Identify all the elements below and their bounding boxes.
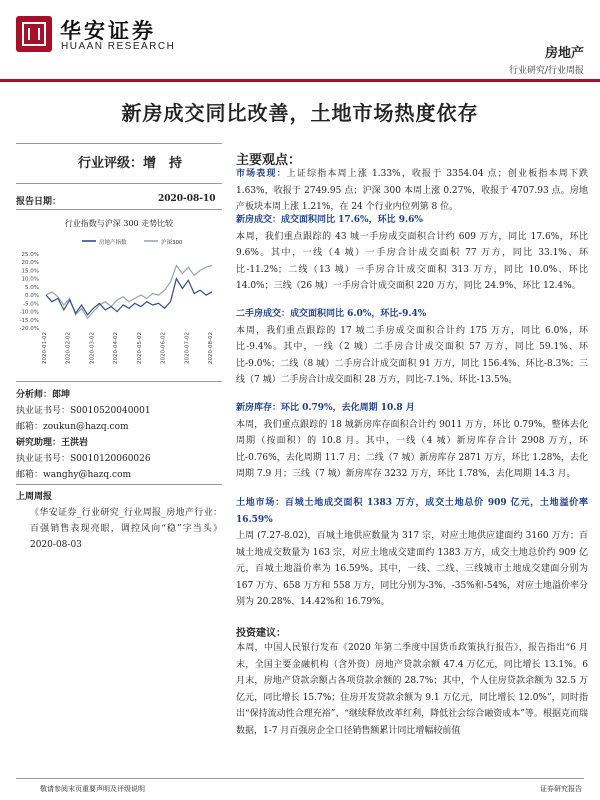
x-tick-label: 2020-07-02 <box>184 332 191 364</box>
investment-heading: 投资建议： <box>236 628 286 639</box>
section-new-home <box>236 212 588 295</box>
logo-chinese: 华安证券 <box>60 18 156 43</box>
index-chart <box>16 234 226 372</box>
report-date-value: 2020-08-10 <box>158 194 216 204</box>
assistant <box>16 435 88 448</box>
report-type: 行业研究/行业周报 <box>508 66 584 76</box>
logo-seal-icon <box>16 16 52 52</box>
section-body: 本周，我们重点跟踪的 43 城一手房成交面积合计约 609 万方，同比 17.6%，环比 9.6%。其中，一线（4 城）一手房合计成交面积 77 万方，同比 33.1%、环比-11.2%；二线（13 城）一手房合计成交面积 313 万方，同比 10.0%、环比 14.0%；三线（26 城）一手房合计成交面积 220 万方，同比 24.9%、环比 12.4%。 <box>236 231 588 291</box>
x-tick-label: 2020-06-02 <box>160 332 167 364</box>
sector-label: 房地产 <box>544 46 584 61</box>
section-head: 二手房成交：成交面积同比 6.0%，环比-9.4% <box>236 309 427 319</box>
rule <box>16 209 222 210</box>
y-tick-label: 20.0% <box>21 260 39 267</box>
analyst-email[interactable]: 邮箱：zoukun@hazq.com <box>16 422 129 432</box>
section-head: 新房库存：环比 0.79%，去化周期 10.8 月 <box>236 403 415 413</box>
rule <box>16 143 222 144</box>
section-body: 上周 (7.27-8.02)，百城土地供应数量为 317 宗，对应土地供应建面约 3160 万方；百城土地成交数量为 163 宗，对应土地成交建面约 1383 万方，成交土地总价约 909 亿元，百城土地溢价率为 16.59%。其中，一线、二线、三线城市土地成交建面分别为 167 万方、658 万方和 558 万方，同比分别为-3%、-35%和-54%，对应土地溢价率分别为 20.28%、14.42%和 16.79%。 <box>236 531 588 607</box>
section-market <box>236 166 588 216</box>
last-week-report[interactable]: 《华安证券_行业研究_行业周报_房地产行业：百强销售表现亮眼，调控风向“稳”字当头》2020-08-03 <box>30 508 222 550</box>
y-tick-label: -10.0% <box>19 309 39 316</box>
investment-body: 本周，中国人民银行发布《2020 年第二季度中国货币政策执行报告》，报告指出“6 月末，全国主要金融机构（含外资）房地产贷款余额 47.4 万亿元，同比增长 13.1%。6 月末，房地产贷款余额占各项贷款余额的 28.7%；其中，个人住房贷款余额为 32.5 万亿元，同比增长 15.7%；住房开发贷款余额为 9.1 万亿元，同比增长 12.0%”，同时指出“保持流动性合理充裕”、“继续释放改革红利，降低社会综合融资成本”等。根据克而瑞数据，1-7 月百强房企全口径销售额累计同比增幅较前值 <box>236 643 588 736</box>
y-tick-label: 10.0% <box>21 276 39 283</box>
assistant-email[interactable]: 邮箱：wanghy@hazq.com <box>16 470 132 480</box>
footer-divider <box>16 778 584 779</box>
section-body: 上证综指本周上涨 1.33%，收报于 3354.04 点；创业板指本周下跌 1.63%，收报于 2749.95 点；沪深 300 本周上涨 0.27%，收报于 4707.93 点。房地产板块本周上涨 1.21%，在 24 个行业内位列第 8 位。 <box>236 169 588 212</box>
investment-advice <box>236 640 588 772</box>
y-tick-label: 0.0% <box>25 293 39 300</box>
industry-rating <box>78 152 182 171</box>
x-tick-label: 2020-05-02 <box>136 332 143 364</box>
main-view-heading: 主要观点： <box>236 153 302 168</box>
x-tick-label: 2020-01-02 <box>42 332 48 364</box>
analyst <box>16 387 70 400</box>
logo-english: HUAAN RESEARCH <box>61 41 176 52</box>
legend-sector-label: 房地产指数 <box>99 240 127 246</box>
section-inventory <box>236 400 588 483</box>
report-title: 新房成交同比改善，土地市场热度依存 <box>121 101 479 125</box>
y-tick-label: 15.0% <box>21 268 39 275</box>
section-head: 新房成交：成交面积同比 17.6%，环比 9.6% <box>236 215 423 225</box>
rule <box>16 381 222 382</box>
section-land <box>236 495 588 611</box>
rating-label: 行业评级： <box>78 156 144 171</box>
rating-value: 增 持 <box>143 156 183 171</box>
analyst-name: 郎坤 <box>52 390 71 400</box>
series-line-sector <box>46 279 212 315</box>
x-tick-label: 2020-08-02 <box>208 332 214 364</box>
x-tick-label: 2020-03-02 <box>89 332 96 364</box>
analyst-label: 分析师： <box>16 390 53 400</box>
footer-firm: 证券研究报告 <box>540 785 582 793</box>
rule <box>16 484 222 485</box>
section-head: 市场表现： <box>236 169 287 179</box>
y-tick-label: 25.0% <box>21 252 39 258</box>
analyst-cert: 执业证书号：S0010520040001 <box>16 406 151 416</box>
chart-title: 行业指数与沪深 300 走势比较 <box>64 219 174 228</box>
section-head: 土地市场：百城土地成交面积 1383 万方，成交土地总价 909 亿元，土地溢价率 16.59% <box>236 498 588 525</box>
section-body: 本周，我们重点跟踪的 18 城新房库存面积合计约 9011 万方，环比 0.79%，整体去化周期（按面积）的 10.8 月。其中，一线（4 城）新房库存合计 2908 万方，环比-0.76%，去化周期 11.7 月；二线（7 城）新房库存 2871 万方，环比 1.28%，去化周期 7.9 月；三线（7 城）新房库存 3232 万方，环比 1.78%，去化周期 14.3 月。 <box>236 419 588 479</box>
footer-disclaimer[interactable]: 敬请参阅末页重要声明及评级说明 <box>40 785 145 793</box>
report-date-label: 报告日期： <box>16 197 62 207</box>
assistant-cert: 执业证书号：S0010120060026 <box>16 454 151 464</box>
x-tick-label: 2020-02-02 <box>65 332 72 364</box>
section-second-hand <box>236 306 588 389</box>
y-tick-label: -15.0% <box>19 317 39 324</box>
header-divider <box>0 79 600 82</box>
assistant-name: 王洪岩 <box>61 438 89 448</box>
x-tick-label: 2020-04-02 <box>113 332 120 364</box>
legend-index-label: 沪深300 <box>161 240 183 246</box>
assistant-label: 研究助理： <box>16 438 62 448</box>
series-line-index <box>46 266 212 319</box>
last-week-heading: 上周周报 <box>16 492 53 502</box>
y-tick-label: -20.0% <box>19 326 39 332</box>
y-tick-label: 5.0% <box>25 284 39 291</box>
section-body: 本周，我们重点跟踪的 17 城二手房成交面积合计约 175 万方，同比 6.0%，环比-9.4%。其中，一线（2 城）二手房合计成交面积 57 万方，同比 59.1%、环比-9.0%；二线（8 城）二手房合计成交面积 91 万方，同比 156.4%、环比-8.3%；三线（7 城）二手房合计成交面积 28 万方，同比-7.1%、环比-13.5%。 <box>236 325 588 385</box>
y-tick-label: -5.0% <box>23 301 39 308</box>
rule <box>16 183 222 184</box>
